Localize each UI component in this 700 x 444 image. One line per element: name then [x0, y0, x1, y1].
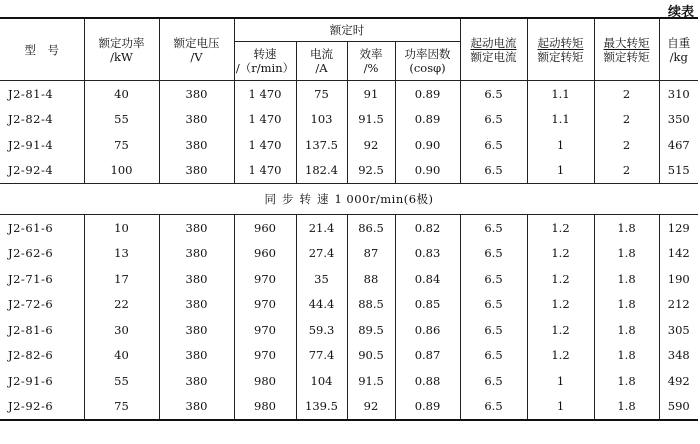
cell-power: 100: [84, 158, 159, 184]
cell-start-torque-ratio: 1.2: [527, 241, 594, 267]
cell-efficiency: 91: [347, 81, 395, 107]
table-row: [0, 292, 698, 318]
cell-weight: 350: [659, 107, 698, 133]
cell-weight: 142: [659, 241, 698, 267]
cell-efficiency: 88: [347, 266, 395, 292]
cell-weight: 190: [659, 266, 698, 292]
cell-voltage: 380: [159, 158, 234, 184]
table-row: [0, 368, 698, 394]
table-row: [0, 394, 698, 421]
table-row: [0, 107, 698, 133]
cell-power-factor: 0.84: [395, 266, 460, 292]
cell-power: 22: [84, 292, 159, 318]
cell-max-torque-ratio: 1.8: [594, 292, 659, 318]
cell-start-current-ratio: 6.5: [460, 292, 527, 318]
cell-max-torque-ratio: 1.8: [594, 317, 659, 343]
cell-current: 27.4: [296, 241, 347, 267]
cell-power-factor: 0.82: [395, 215, 460, 241]
table-row: [0, 266, 698, 292]
cell-power-factor: 0.89: [395, 394, 460, 421]
cell-start-torque-ratio: 1.1: [527, 81, 594, 107]
cell-start-torque-ratio: 1.2: [527, 343, 594, 369]
cell-start-current-ratio: 6.5: [460, 81, 527, 107]
cell-start-torque-ratio: 1: [527, 158, 594, 184]
header-start-torque: 起动转矩 额定转矩: [527, 18, 594, 81]
cell-model: J2-91-4: [0, 132, 84, 158]
table-row: [0, 81, 698, 107]
cell-weight: 129: [659, 215, 698, 241]
cell-power: 75: [84, 394, 159, 421]
header-voltage: 额定电压 /V: [159, 18, 234, 81]
header-rated-group: 额定时: [234, 18, 460, 42]
cell-speed: 960: [234, 215, 296, 241]
section-title: 同步转速1 000r/min(6极): [0, 184, 698, 215]
cell-start-current-ratio: 6.5: [460, 132, 527, 158]
cell-efficiency: 86.5: [347, 215, 395, 241]
cell-power: 75: [84, 132, 159, 158]
cell-model: J2-92-4: [0, 158, 84, 184]
continued-label: 续表: [667, 5, 694, 20]
table-row: [0, 343, 698, 369]
cell-current: 103: [296, 107, 347, 133]
cell-model: J2-92-6: [0, 394, 84, 421]
table-row: [0, 132, 698, 158]
cell-model: J2-81-4: [0, 81, 84, 107]
cell-weight: 515: [659, 158, 698, 184]
table-row: [0, 158, 698, 184]
cell-max-torque-ratio: 2: [594, 132, 659, 158]
cell-voltage: 380: [159, 343, 234, 369]
cell-voltage: 380: [159, 266, 234, 292]
header-power: 额定功率 /kW: [84, 18, 159, 81]
cell-start-current-ratio: 6.5: [460, 266, 527, 292]
cell-start-torque-ratio: 1: [527, 368, 594, 394]
cell-efficiency: 90.5: [347, 343, 395, 369]
header-current: 电流 /A: [296, 42, 347, 81]
cell-efficiency: 87: [347, 241, 395, 267]
cell-model: J2-72-6: [0, 292, 84, 318]
cell-power-factor: 0.89: [395, 107, 460, 133]
cell-model: J2-62-6: [0, 241, 84, 267]
cell-speed: 980: [234, 368, 296, 394]
cell-current: 77.4: [296, 343, 347, 369]
cell-power-factor: 0.83: [395, 241, 460, 267]
cell-weight: 467: [659, 132, 698, 158]
cell-efficiency: 91.5: [347, 368, 395, 394]
cell-power: 30: [84, 317, 159, 343]
cell-start-current-ratio: 6.5: [460, 394, 527, 421]
cell-max-torque-ratio: 1.8: [594, 215, 659, 241]
cell-max-torque-ratio: 1.8: [594, 241, 659, 267]
cell-max-torque-ratio: 1.8: [594, 343, 659, 369]
cell-power-factor: 0.85: [395, 292, 460, 318]
cell-power-factor: 0.89: [395, 81, 460, 107]
cell-speed: 960: [234, 241, 296, 267]
cell-max-torque-ratio: 1.8: [594, 266, 659, 292]
cell-max-torque-ratio: 1.8: [594, 394, 659, 421]
cell-start-torque-ratio: 1: [527, 132, 594, 158]
cell-voltage: 380: [159, 368, 234, 394]
cell-weight: 212: [659, 292, 698, 318]
cell-start-torque-ratio: 1.2: [527, 317, 594, 343]
cell-power: 55: [84, 368, 159, 394]
cell-start-current-ratio: 6.5: [460, 368, 527, 394]
cell-max-torque-ratio: 2: [594, 81, 659, 107]
cell-efficiency: 92: [347, 394, 395, 421]
cell-start-current-ratio: 6.5: [460, 343, 527, 369]
cell-start-torque-ratio: 1.2: [527, 266, 594, 292]
cell-voltage: 380: [159, 292, 234, 318]
section-row: [0, 184, 698, 215]
cell-power: 13: [84, 241, 159, 267]
cell-start-current-ratio: 6.5: [460, 158, 527, 184]
header-power-factor: 功率因数 (cosφ): [395, 42, 460, 81]
header-speed: 转速 /（r/min）: [234, 42, 296, 81]
cell-max-torque-ratio: 1.8: [594, 368, 659, 394]
cell-voltage: 380: [159, 81, 234, 107]
cell-speed: 970: [234, 292, 296, 318]
cell-weight: 590: [659, 394, 698, 421]
header-model: 型 号: [0, 18, 84, 81]
cell-weight: 305: [659, 317, 698, 343]
cell-power: 40: [84, 81, 159, 107]
cell-efficiency: 92.5: [347, 158, 395, 184]
header-weight: 自重 /kg: [659, 18, 698, 81]
cell-power-factor: 0.90: [395, 158, 460, 184]
cell-voltage: 380: [159, 132, 234, 158]
cell-speed: 1 470: [234, 107, 296, 133]
cell-start-torque-ratio: 1: [527, 394, 594, 421]
cell-current: 139.5: [296, 394, 347, 421]
cell-efficiency: 88.5: [347, 292, 395, 318]
cell-speed: 1 470: [234, 158, 296, 184]
cell-voltage: 380: [159, 241, 234, 267]
cell-current: 35: [296, 266, 347, 292]
cell-start-torque-ratio: 1.2: [527, 215, 594, 241]
cell-power-factor: 0.88: [395, 368, 460, 394]
cell-max-torque-ratio: 2: [594, 158, 659, 184]
cell-current: 44.4: [296, 292, 347, 318]
cell-voltage: 380: [159, 394, 234, 421]
cell-model: J2-82-4: [0, 107, 84, 133]
cell-current: 21.4: [296, 215, 347, 241]
cell-start-current-ratio: 6.5: [460, 107, 527, 133]
cell-power-factor: 0.90: [395, 132, 460, 158]
table-row: [0, 241, 698, 267]
cell-current: 182.4: [296, 158, 347, 184]
motor-spec-table: [0, 17, 698, 421]
cell-model: J2-82-6: [0, 343, 84, 369]
cell-max-torque-ratio: 2: [594, 107, 659, 133]
cell-speed: 1 470: [234, 132, 296, 158]
cell-efficiency: 92: [347, 132, 395, 158]
cell-speed: 970: [234, 343, 296, 369]
cell-start-torque-ratio: 1.2: [527, 292, 594, 318]
cell-power: 55: [84, 107, 159, 133]
cell-current: 104: [296, 368, 347, 394]
cell-voltage: 380: [159, 215, 234, 241]
header-max-torque: 最大转矩 额定转矩: [594, 18, 659, 81]
cell-model: J2-71-6: [0, 266, 84, 292]
cell-model: J2-81-6: [0, 317, 84, 343]
table-row: [0, 317, 698, 343]
cell-power-factor: 0.87: [395, 343, 460, 369]
cell-power: 10: [84, 215, 159, 241]
cell-current: 59.3: [296, 317, 347, 343]
cell-current: 75: [296, 81, 347, 107]
cell-voltage: 380: [159, 107, 234, 133]
cell-weight: 492: [659, 368, 698, 394]
cell-efficiency: 89.5: [347, 317, 395, 343]
cell-current: 137.5: [296, 132, 347, 158]
cell-power-factor: 0.86: [395, 317, 460, 343]
header-start-current: 起动电流 额定电流: [460, 18, 527, 81]
table-row: [0, 215, 698, 241]
cell-speed: 980: [234, 394, 296, 421]
cell-speed: 970: [234, 266, 296, 292]
cell-start-current-ratio: 6.5: [460, 317, 527, 343]
cell-weight: 348: [659, 343, 698, 369]
cell-power: 40: [84, 343, 159, 369]
header-efficiency: 效率 /%: [347, 42, 395, 81]
cell-power: 17: [84, 266, 159, 292]
cell-weight: 310: [659, 81, 698, 107]
cell-efficiency: 91.5: [347, 107, 395, 133]
cell-start-torque-ratio: 1.1: [527, 107, 594, 133]
cell-start-current-ratio: 6.5: [460, 215, 527, 241]
cell-model: J2-61-6: [0, 215, 84, 241]
cell-start-current-ratio: 6.5: [460, 241, 527, 267]
cell-voltage: 380: [159, 317, 234, 343]
cell-speed: 970: [234, 317, 296, 343]
cell-model: J2-91-6: [0, 368, 84, 394]
cell-speed: 1 470: [234, 81, 296, 107]
